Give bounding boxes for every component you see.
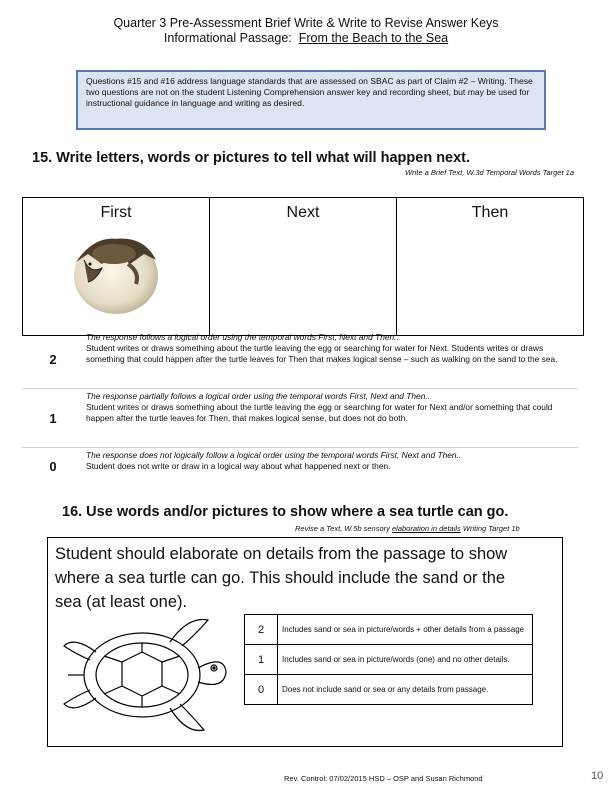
rubric-q15 xyxy=(22,330,578,484)
next-header: Next xyxy=(286,204,320,221)
standard-suffix: Writing Target 1b xyxy=(460,524,520,533)
footer-revision: Rev. Control: 07/02/2015 HSD – OSP and Susan Richmond xyxy=(284,774,483,783)
answer-text: Student should elaborate on details from the passage to show where a sea turtle can go. This should include the sand or the sea (at least one). xyxy=(55,545,508,611)
rubric-score: 1 xyxy=(49,410,57,426)
rubric-row xyxy=(22,330,578,389)
rubric-row xyxy=(22,448,578,484)
next-cell xyxy=(210,198,397,336)
rubric-text xyxy=(84,389,578,447)
question-15-title: 15. Write letters, words or pictures to tell what will happen next. xyxy=(32,150,471,166)
score-desc: Includes sand or sea in picture/words (one) and no other details. xyxy=(278,645,533,675)
question-16-standard xyxy=(295,524,520,533)
rubric-body: Student writes or draws something about the turtle leaving the egg or searching for water for Next and/or something that could happen after the turtle leaves for Then, that makes logical sense, but does not do both. xyxy=(86,402,553,423)
rubric-body: Student writes or draws something about the turtle leaving the egg or searching for water for Next. Students writes or draws something that could happen after the turtle leaves for Then that makes logical sense – such as walking on the sand to the sea. xyxy=(86,343,558,364)
rubric-score: 2 xyxy=(49,351,57,367)
passage-label: Informational Passage: xyxy=(163,31,292,45)
score-cell: 1 xyxy=(245,645,278,675)
rubric-lead: The response follows a logical order using the temporal words First, Next and Then.. xyxy=(86,332,399,342)
rubric-lead: The response partially follows a logical order using the temporal words First, Next and Then.. xyxy=(86,391,431,401)
scoring-table-q16 xyxy=(244,614,533,705)
rubric-score: 0 xyxy=(49,458,57,474)
rubric-row xyxy=(22,389,578,448)
header-subtitle xyxy=(0,31,612,46)
standard-link: elaboration in details xyxy=(391,524,461,533)
then-header: Then xyxy=(471,204,509,221)
first-cell xyxy=(23,198,210,336)
header-title: Quarter 3 Pre-Assessment Brief Write & Write to Revise Answer Keys xyxy=(113,16,499,30)
standard-prefix: Revise a Text, W.5b sensory xyxy=(295,524,392,533)
notice-box: Questions #15 and #16 address language standards that are assessed on SBAC as part of Claim #2 – Writing. These two questions are not on the student Listening Comprehension answer key and recording sheet, but may be used for instructional guidance in language and writing as desired. xyxy=(76,70,546,130)
turtle-hatching-egg-icon xyxy=(66,224,166,316)
question-16-title: 16. Use words and/or pictures to show where a sea turtle can go. xyxy=(62,504,509,520)
first-header: First xyxy=(100,204,132,221)
first-next-then-table xyxy=(22,197,584,336)
passage-title: From the Beach to the Sea xyxy=(298,31,449,45)
score-cell: 2 xyxy=(245,615,278,645)
score-cell: 0 xyxy=(245,675,278,705)
rubric-body: Student does not write or draw in a logical way about what happened next or then. xyxy=(86,461,391,471)
rubric-text xyxy=(84,448,578,484)
then-cell xyxy=(397,198,584,336)
score-desc: Includes sand or sea in picture/words + other details from a passage xyxy=(278,615,533,645)
rubric-text xyxy=(84,330,578,388)
score-desc: Does not include sand or sea or any details from passage. xyxy=(278,675,533,705)
page-number: 10 xyxy=(591,770,604,782)
question-15-standard: Write a Brief Text, W.3d Temporal Words Target 1a xyxy=(405,168,574,177)
sea-turtle-outline-icon xyxy=(58,612,234,738)
rubric-lead: The response does not logically follow a logical order using the temporal words First, Next and Then.. xyxy=(86,450,462,460)
